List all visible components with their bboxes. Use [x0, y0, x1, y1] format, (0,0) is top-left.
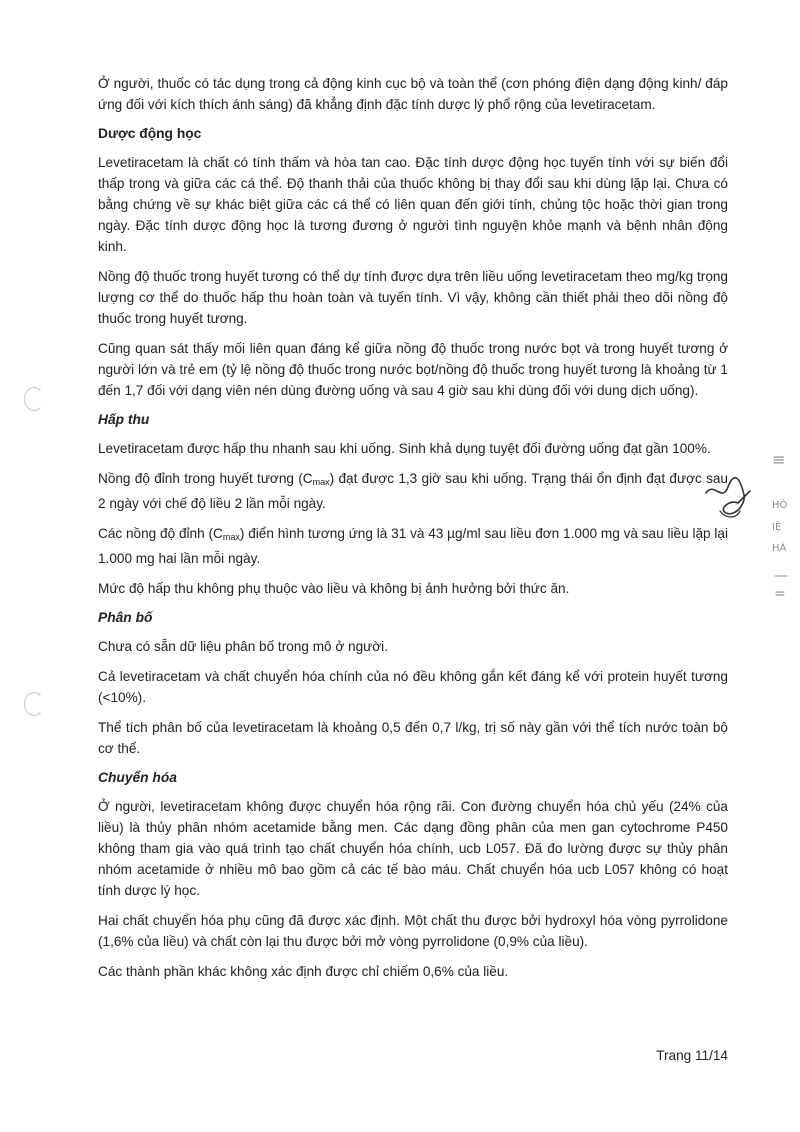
margin-stamp-line3: HÀ	[772, 543, 787, 554]
document-content	[98, 73, 728, 991]
metabolism-paragraph-1: Ở người, levetiracetam không được chuyển hóa rộng rãi. Con đường chuyển hóa chủ yếu (24% của liều) là thủy phân nhóm acetamide bằng men. Các dạng đồng phân của men gan cytochrome P450 không tham gia vào quá trình tạo chất chuyển hóa chính, ucb L057. Đã đo lường được sự thủy phân nhóm acetamide ở nhiều mô bao gồm cả các tế bào máu. Chất chuyển hóa ucb L057 không có hoạt tính dược lý học.	[98, 799, 728, 898]
margin-stamp-line2: IỆ	[772, 522, 782, 533]
margin-stamp-mark: ≡	[772, 450, 786, 469]
abs2-text-pre: Nồng độ đỉnh trong huyết tương (C	[98, 471, 313, 486]
absorption-paragraph-3	[98, 523, 728, 569]
distribution-paragraph-3: Thể tích phân bố của levetiracetam là khoảng 0,5 đến 0,7 l/kg, trị số này gần với thể tích nước toàn bộ cơ thể.	[98, 720, 728, 756]
abs3-text-post: ) điển hình tương ứng là 31 và 43 µg/ml sau liều đơn 1.000 mg và sau liều lặp lại 1.000 mg hai lần mỗi ngày.	[98, 526, 729, 566]
metabolism-paragraph-2: Hai chất chuyển hóa phụ cũng đã được xác định. Một chất thu được bởi hydroxyl hóa vòng pyrrolidone (1,6% của liều) và chất còn lại thu được bởi mở vòng pyrrolidone (0,9% của liều).	[98, 913, 728, 949]
pk-heading: Dược động học	[98, 126, 202, 141]
page-number: Trang 11/14	[656, 1048, 728, 1063]
distribution-heading: Phân bố	[98, 610, 153, 625]
margin-stamp-dash2: =	[774, 586, 786, 602]
metabolism-paragraph-3: Các thành phần khác không xác định được chỉ chiếm 0,6% của liều.	[98, 964, 509, 979]
metabolism-heading: Chuyển hóa	[98, 770, 177, 785]
absorption-paragraph-2	[98, 468, 728, 514]
punch-hole-bottom	[24, 692, 44, 716]
absorption-paragraph-4: Mức độ hấp thu không phụ thuộc vào liều và không bị ảnh hưởng bởi thức ăn.	[98, 581, 570, 596]
abs3-text-pre: Các nồng độ đỉnh (C	[98, 526, 223, 541]
distribution-paragraph-2: Cả levetiracetam và chất chuyển hóa chính của nó đều không gắn kết đáng kể với protein huyết tương (<10%).	[98, 669, 728, 705]
pk-paragraph-2: Nồng độ thuốc trong huyết tương có thể dự tính được dựa trên liều uống levetiracetam theo mg/kg trọng lượng cơ thể do thuốc hấp thu hoàn toàn và tuyến tính. Vì vậy, không cần thiết phải theo dõi nồng độ thuốc trong huyết tương.	[98, 269, 728, 326]
absorption-paragraph-1: Levetiracetam được hấp thu nhanh sau khi uống. Sinh khả dụng tuyệt đối đường uống đạt gần 100%.	[98, 441, 711, 456]
pk-paragraph-3: Cũng quan sát thấy mối liên quan đáng kể giữa nồng độ thuốc trong nước bọt và trong huyết tương ở người lớn và trẻ em (tỷ lệ nồng độ thuốc trong nước bọt/nồng độ thuốc trong huyết tương là khoảng từ 1 đến 1,7 đối với dạng viên nén dùng đường uống và sau 4 giờ sau khi dùng đối với dung dịch uống).	[98, 341, 728, 398]
pk-paragraph-1: Levetiracetam là chất có tính thấm và hòa tan cao. Đặc tính dược động học tuyến tính với sự biến đổi thấp trong và giữa các cá thể. Độ thanh thải của thuốc không bị thay đổi sau khi dùng lặp lại. Chưa có bằng chứng về sự khác biệt giữa các cá thể có liên quan đến giới tính, chủng tộc hoặc thời gian trong ngày. Đặc tính dược động học là tương đương ở người tình nguyện khỏe mạnh và bệnh nhân động kinh.	[98, 155, 728, 254]
abs2-subscript: max	[312, 477, 330, 487]
distribution-paragraph-1: Chưa có sẵn dữ liệu phân bố trong mô ở người.	[98, 639, 388, 654]
punch-hole-top	[24, 387, 44, 411]
absorption-heading: Hấp thu	[98, 412, 150, 427]
abs3-subscript: max	[222, 532, 240, 542]
abs2-text-post: ) đạt được 1,3 giờ sau khi uống. Trạng thái ổn định đạt được sau 2 ngày với chế độ liều 2 lần mỗi ngày.	[98, 471, 728, 511]
intro-paragraph: Ở người, thuốc có tác dụng trong cả động kinh cục bộ và toàn thể (cơn phóng điện dạng động kinh/ đáp ứng đối với kích thích ánh sáng) đã khẳng định đặc tính dược lý phổ rộng của levetiracetam.	[98, 76, 728, 112]
margin-stamp-dash: —	[774, 568, 788, 584]
margin-stamp-line1: HÒ	[772, 500, 788, 511]
